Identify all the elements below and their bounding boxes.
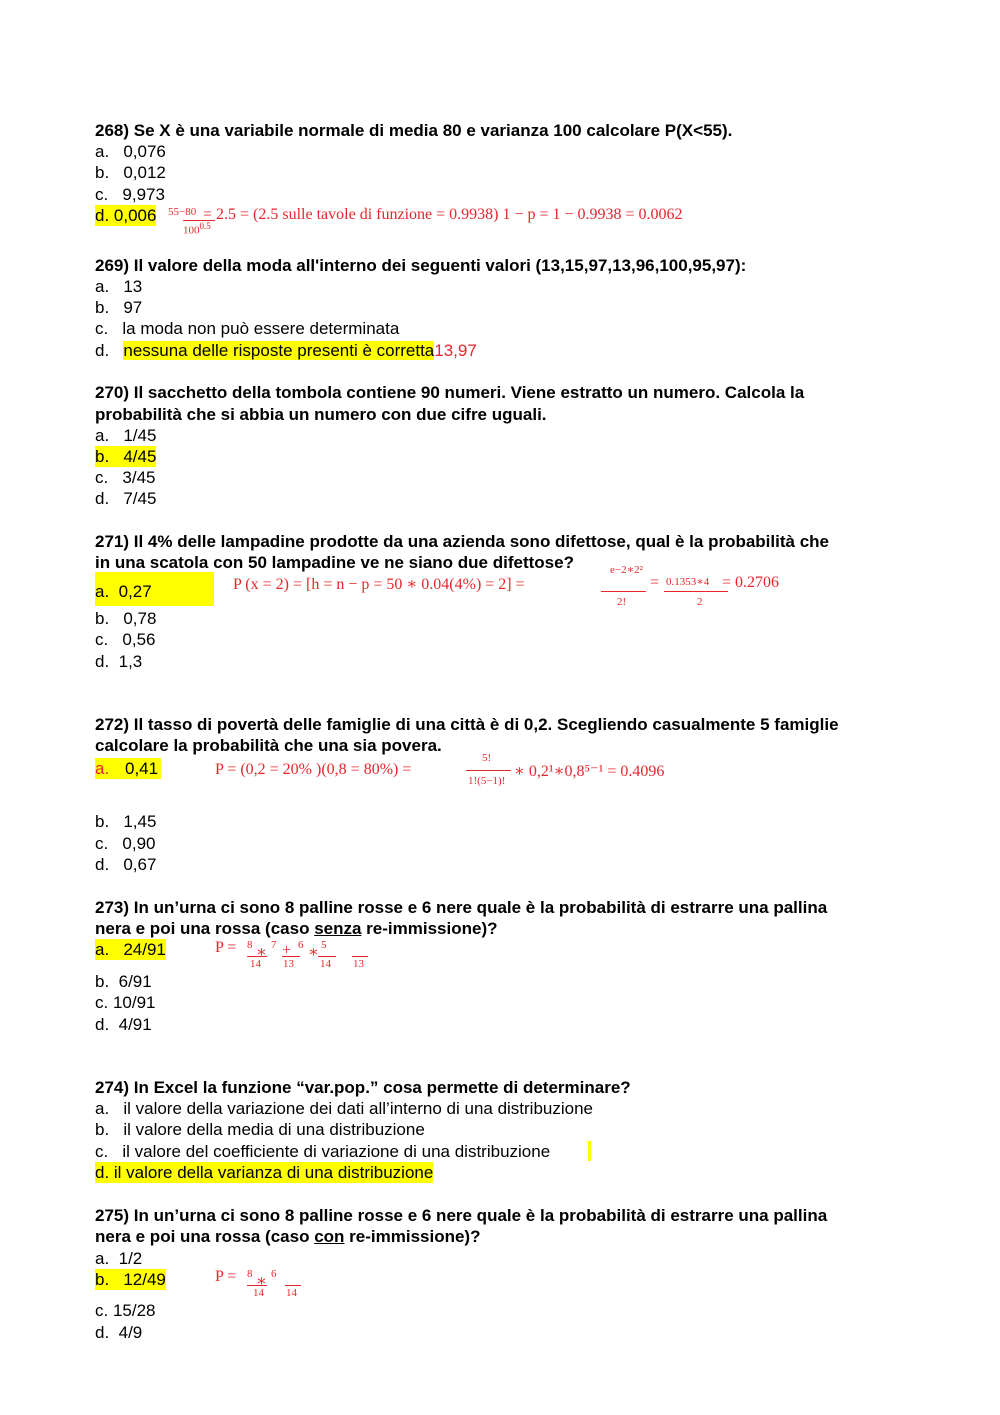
note-275-bar1 [247, 1285, 267, 1286]
option-268-a: a. 0,076 [95, 142, 166, 161]
question-268: 268) Se X è una variabile normale di media 80 e varianza 100 calcolare P(X<55). [95, 121, 733, 140]
option-275-c: c. 15/28 [95, 1301, 156, 1320]
option-269-a: a. 13 [95, 277, 143, 296]
option-274-d-answer: d. il valore della varianza di una distribuzione [95, 1163, 434, 1182]
note-273-p: P = [215, 939, 237, 956]
option-275-b-answer: b. 12/49 [95, 1270, 166, 1289]
option-272-a-answer: 0,41 [125, 759, 159, 778]
note-275-op1: ∗ [256, 1273, 267, 1290]
question-273-line1: 273) In un’urna ci sono 8 palline rosse e 6 nere quale è la probabilità di estrarre una pallina [95, 898, 828, 917]
option-273-c: c. 10/91 [95, 993, 156, 1012]
option-270-d: d. 7/45 [95, 489, 157, 508]
question-271-line1: 271) Il 4% delle lampadine prodotte da una azienda sono difettose, qual è la probabilità che [95, 532, 829, 551]
question-274: 274) In Excel la funzione “var.pop.” cosa permette di determinare? [95, 1078, 631, 1097]
note-273-bar4 [352, 956, 368, 957]
note-275-p: P = [215, 1268, 237, 1285]
option-268-c: c. 9,973 [95, 185, 165, 204]
note-272-formula-rest: ∗ 0,2¹∗0,8⁵⁻¹ = 0.4096 [514, 763, 665, 780]
note-273-bar1 [247, 956, 267, 957]
question-272-line1: 272) Il tasso di povertà delle famiglie di una città è di 0,2. Scegliendo casualmente 5 famiglie [95, 715, 839, 734]
note-273-op3: ∗ [308, 944, 319, 961]
option-272-a-label: a. [95, 759, 110, 778]
option-271-c: c. 0,56 [95, 630, 156, 649]
question-270-line2: probabilità che si abbia un numero con due cifre uguali. [95, 405, 547, 424]
note-273-bar3 [318, 956, 336, 957]
note-271-frac2-num: 0.1353∗4 [666, 576, 710, 588]
option-270-a: a. 1/45 [95, 426, 157, 445]
option-271-a-answer: a. 0,27 [95, 582, 152, 601]
option-275-a: a. 1/2 [95, 1249, 143, 1268]
note-271-result: = 0.2706 [722, 574, 780, 591]
note-269: 13,97 [434, 341, 477, 360]
option-272-d: d. 0,67 [95, 855, 157, 874]
option-271-d: d. 1,3 [95, 652, 143, 671]
note-273-n3: 6 [298, 939, 304, 951]
option-275-d: d. 4/9 [95, 1323, 143, 1342]
note-268-formula: = 2.5 = (2.5 sulle tavole di funzione = 0.9938) 1 − p = 1 − 0.9938 = 0.0062 [203, 206, 683, 223]
question-270-line1: 270) Il sacchetto della tombola contiene 90 numeri. Viene estratto un numero. Calcola la [95, 383, 805, 402]
question-273-line2: nera e poi una rossa (caso senza re-immissione)? [95, 919, 498, 938]
note-273-op2: + [282, 942, 292, 959]
option-271-b: b. 0,78 [95, 609, 157, 628]
note-275-d1: 14 [253, 1287, 264, 1299]
note-273-d3: 14 [320, 958, 331, 970]
option-274-c: c. il valore del coefficiente di variazione di una distribuzione [95, 1142, 551, 1161]
question-275-line2: nera e poi una rossa (caso con re-immissione)? [95, 1227, 481, 1246]
note-271-formula: P (x = 2) = [h = n − p = 50 ∗ 0.04(4%) = 2] = [233, 576, 525, 593]
question-275-line1: 275) In un’urna ci sono 8 palline rosse e 6 nere quale è la probabilità di estrarre una pallina [95, 1206, 828, 1225]
note-271-frac2-den: 2 [697, 596, 703, 608]
note-271-eq: = [650, 574, 660, 591]
note-272-frac-bar [466, 770, 511, 771]
note-272-frac-num: 5! [482, 752, 492, 764]
question-271-line2: in una scatola con 50 lampadine ve ne siano due difettose? [95, 553, 574, 572]
note-273-n4: 5 [321, 939, 327, 951]
option-274-c-highlight-mark [588, 1141, 591, 1161]
option-269-d-answer: d. nessuna delle risposte presenti è corretta13,97 [95, 341, 477, 360]
note-275-bar2 [285, 1285, 301, 1286]
note-273-n1: 8 [247, 939, 253, 951]
option-273-d: d. 4/91 [95, 1015, 152, 1034]
option-272-b: b. 1,45 [95, 812, 157, 831]
note-272-frac-den: 1!(5−1)! [468, 775, 506, 787]
note-273-bar2 [282, 956, 300, 957]
option-273-a-answer: a. 24/91 [95, 940, 166, 959]
option-268-b: b. 0,012 [95, 163, 166, 182]
note-273-n2: 7 [271, 939, 277, 951]
option-269-c: c. la moda non può essere determinata [95, 319, 400, 338]
note-271-frac2-bar [664, 591, 728, 592]
question-269: 269) Il valore della moda all'interno dei seguenti valori (13,15,97,13,96,100,95,97): [95, 256, 747, 275]
option-273-b: b. 6/91 [95, 972, 152, 991]
note-271-frac1-den: 2! [617, 596, 627, 608]
note-268-frac-num: 55−80 [168, 206, 197, 218]
note-275-n1: 8 [247, 1268, 253, 1280]
note-273-d4: 13 [353, 958, 364, 970]
note-271-frac1-bar [601, 591, 646, 592]
note-271-frac1-num: e−2∗2² [610, 564, 643, 576]
option-272-c: c. 0,90 [95, 834, 156, 853]
note-268-frac-den: $100^{0.5}$ [183, 221, 211, 237]
question-272-line2: calcolare la probabilità che una sia povera. [95, 736, 442, 755]
option-269-b: b. 97 [95, 298, 143, 317]
option-270-c: c. 3/45 [95, 468, 156, 487]
option-274-b: b. il valore della media di una distribuzione [95, 1120, 425, 1139]
option-268-d-answer: d. 0,006 [95, 206, 157, 225]
note-272-formula: P = (0,2 = 20% )(0,8 = 80%) = [215, 761, 412, 778]
note-273-d2: 13 [283, 958, 294, 970]
note-275-d2: 14 [286, 1287, 297, 1299]
note-275-n2: 6 [271, 1268, 277, 1280]
option-270-b-answer: b. 4/45 [95, 447, 157, 466]
note-273-d1: 14 [250, 958, 261, 970]
option-274-a: a. il valore della variazione dei dati all’interno di una distribuzione [95, 1099, 594, 1118]
note-273-op1: ∗ [256, 944, 267, 961]
